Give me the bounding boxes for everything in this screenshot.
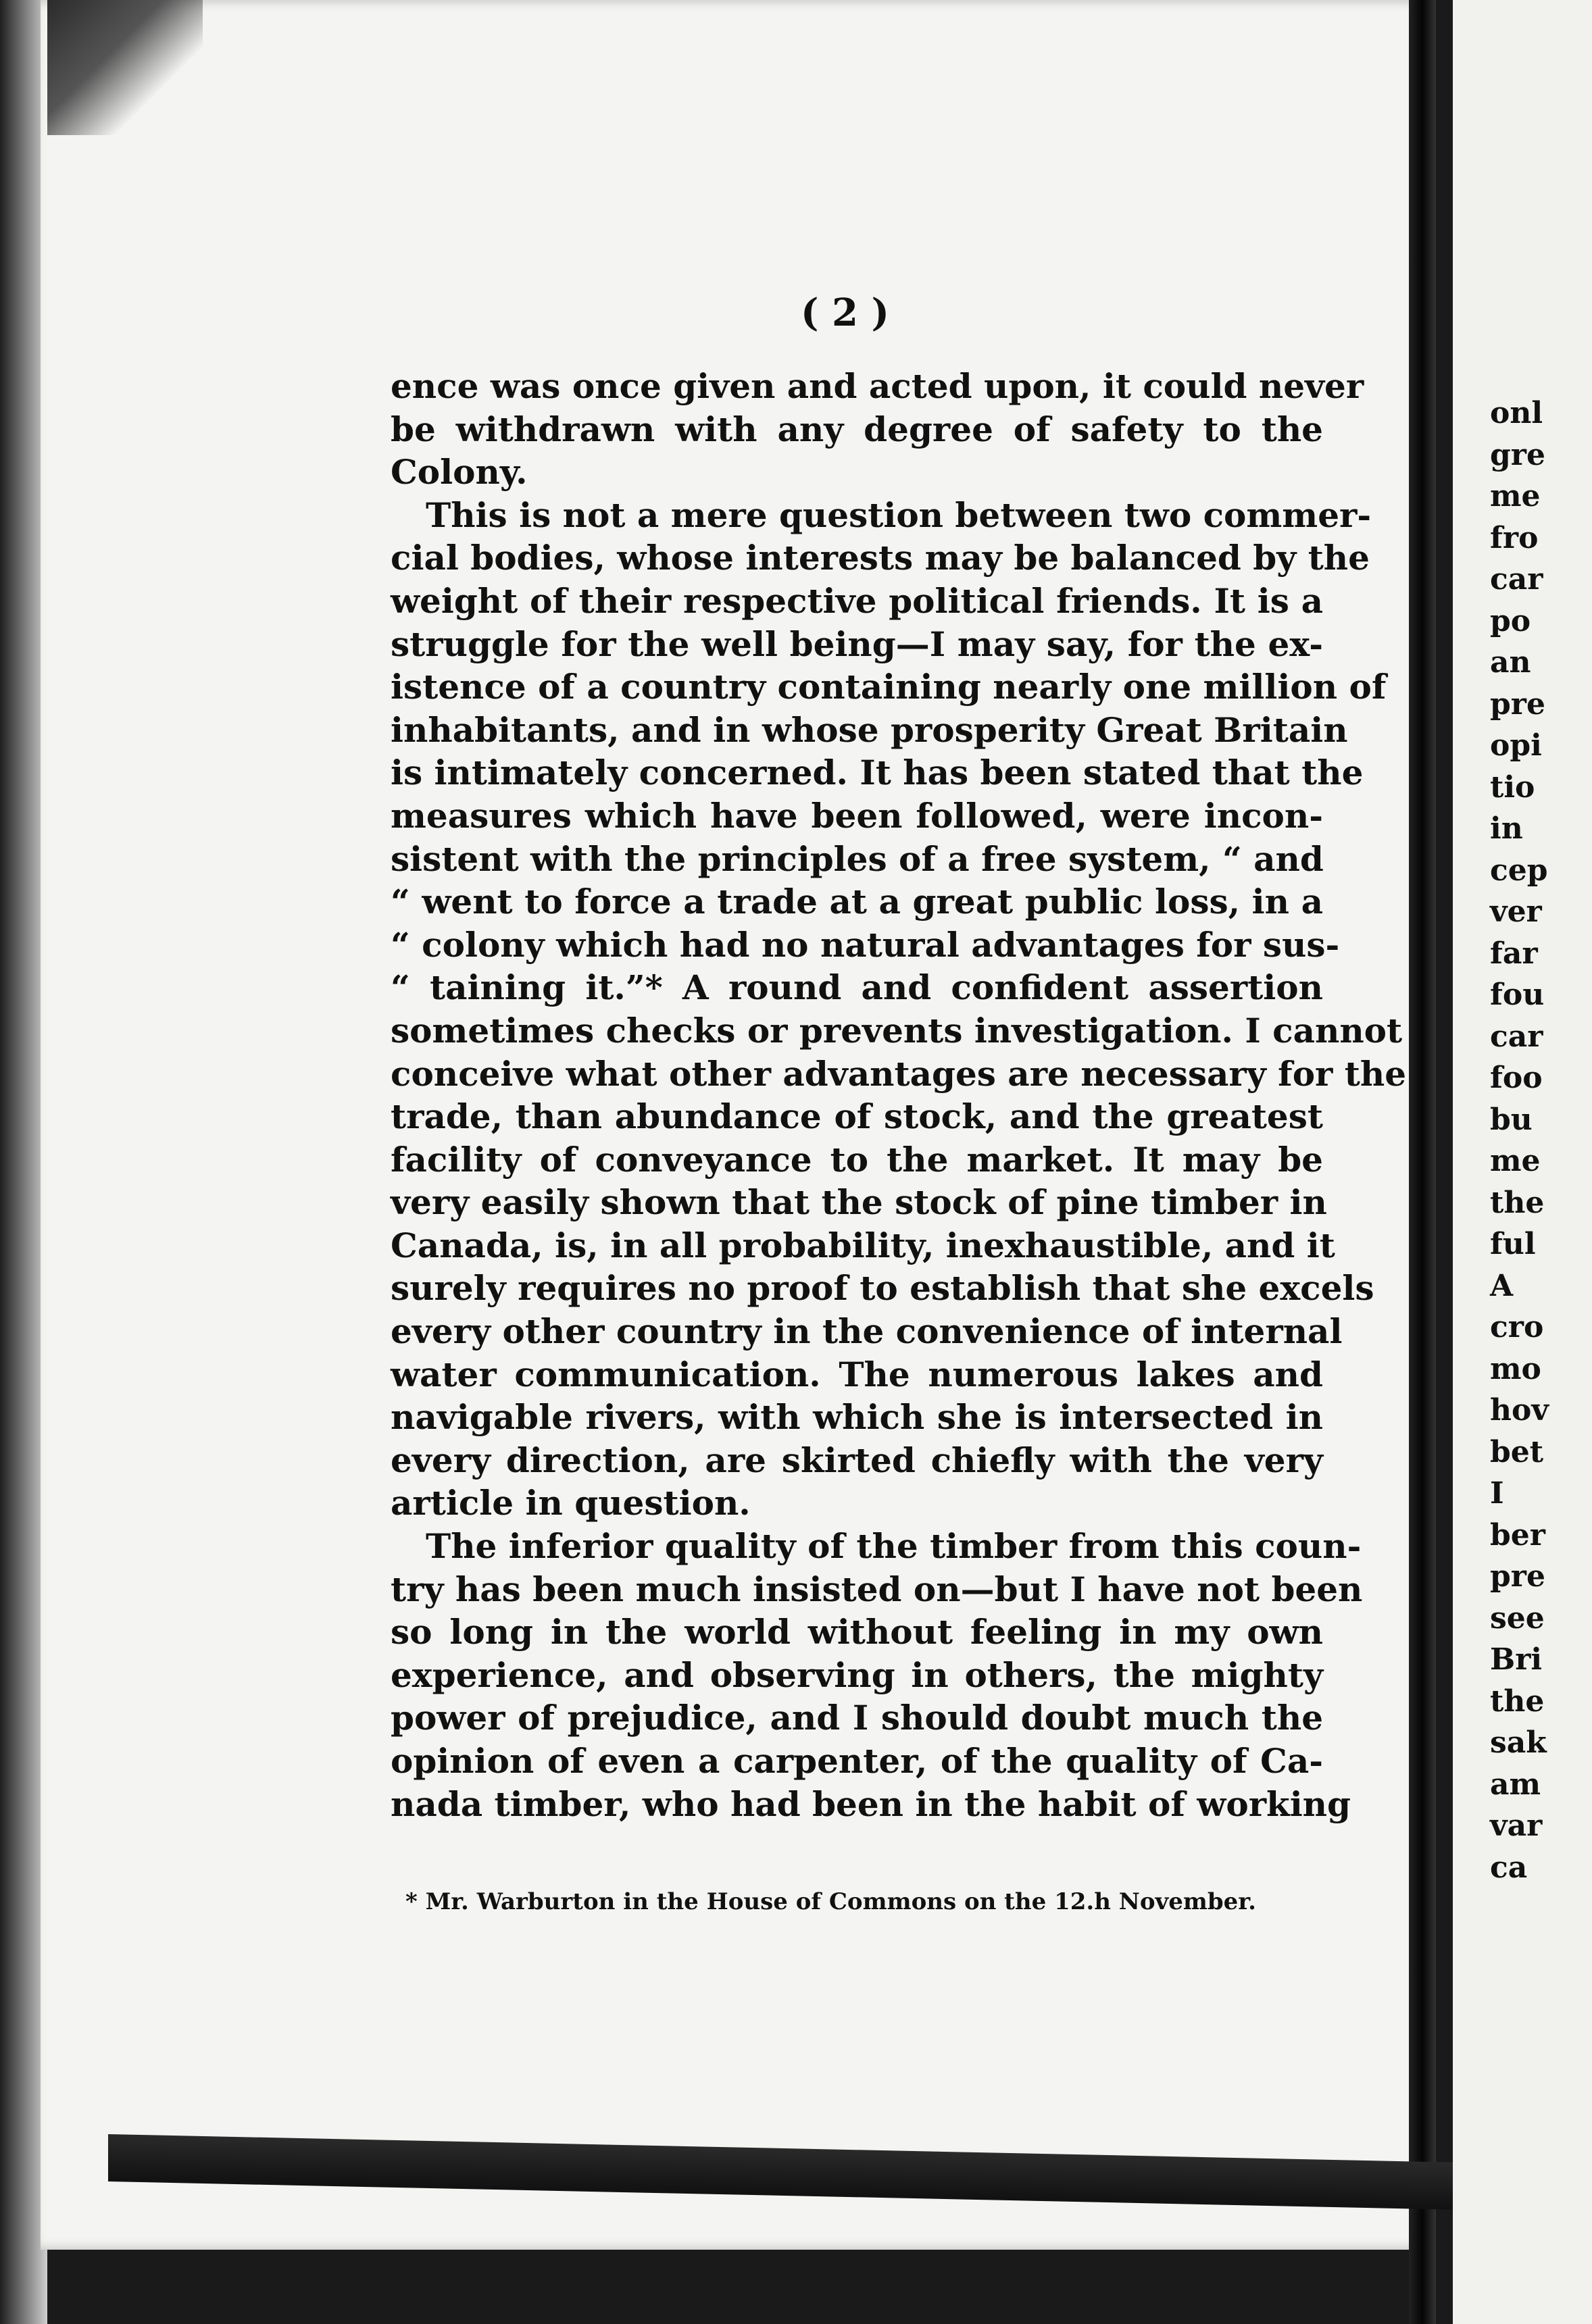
folded-corner: [47, 0, 203, 135]
adjacent-page-fragment: an: [1490, 645, 1531, 680]
adjacent-page-fragment: sak: [1490, 1725, 1547, 1760]
adjacent-page-fragment: var: [1490, 1809, 1543, 1843]
adjacent-page-fragment: cro: [1490, 1310, 1544, 1344]
text-line: struggle for the well being—I may say, for the ex-: [391, 624, 1323, 664]
text-line: opinion of even a carpenter, of the quality of Ca-: [391, 1741, 1323, 1781]
page-number: ( 2 ): [801, 290, 889, 335]
adjacent-page-fragment: ber: [1490, 1517, 1545, 1552]
text-line: very easily shown that the stock of pine timber in: [391, 1182, 1327, 1223]
text-line: conceive what other advantages are necessary for the: [391, 1053, 1407, 1094]
text-line: try has been much insisted on—but I have not been: [391, 1569, 1363, 1609]
adjacent-page-fragment: the: [1490, 1185, 1545, 1220]
text-line: so long in the world without feeling in my own: [391, 1612, 1323, 1652]
adjacent-page-fragment: bu: [1490, 1102, 1533, 1137]
text-line: This is not a mere question between two commer-: [426, 495, 1372, 535]
text-line: sistent with the principles of a free system, “ and: [391, 838, 1324, 879]
adjacent-page-fragment: car: [1490, 562, 1543, 597]
adjacent-page-fragment: gre: [1490, 437, 1545, 472]
text-line: “ went to force a trade at a great public loss, in a: [391, 882, 1323, 922]
adjacent-page-fragment: bet: [1490, 1434, 1544, 1469]
adjacent-page-fragment: me: [1490, 1144, 1541, 1178]
adjacent-page-fragment: fro: [1490, 520, 1539, 555]
text-line: Canada, is, in all probability, inexhaustible, and it: [391, 1225, 1335, 1265]
adjacent-page-fragment: fou: [1490, 978, 1545, 1012]
adjacent-page-fragment: see: [1490, 1600, 1545, 1636]
adjacent-page-fragment: hov: [1490, 1393, 1549, 1428]
page-gutter: [1409, 0, 1436, 2324]
text-line: The inferior quality of the timber from this coun-: [426, 1526, 1362, 1567]
text-line: measures which have been followed, were incon-: [391, 795, 1323, 836]
adjacent-page-fragment: cep: [1490, 853, 1548, 888]
footnote: * Mr. Warburton in the House of Commons on the 12.h November.: [405, 1888, 1256, 1915]
text-line: is intimately concerned. It has been stated that the: [391, 753, 1364, 793]
text-line: surely requires no proof to establish that she excels: [391, 1268, 1374, 1309]
adjacent-page-fragment: far: [1490, 936, 1538, 971]
adjacent-page-fragment: ver: [1490, 894, 1542, 929]
text-line: article in question.: [391, 1483, 751, 1523]
adjacent-page-fragment: mo: [1490, 1351, 1541, 1386]
text-line: every other country in the convenience of internal: [391, 1311, 1343, 1352]
adjacent-page-fragment: ful: [1490, 1227, 1536, 1261]
text-line: power of prejudice, and I should doubt much the: [391, 1698, 1323, 1738]
text-line: “ colony which had no natural advantages for sus-: [391, 924, 1340, 965]
adjacent-page-fragment: tio: [1490, 769, 1535, 805]
text-line: “ taining it.”* A round and confident assertion: [391, 967, 1323, 1008]
adjacent-page-fragment: the: [1490, 1684, 1545, 1719]
adjacent-page-fragment: car: [1490, 1019, 1543, 1054]
adjacent-page-fragment: Bri: [1490, 1642, 1543, 1677]
adjacent-page-fragment: in: [1490, 811, 1523, 846]
text-line: sometimes checks or prevents investigation. I cannot: [391, 1010, 1403, 1051]
text-line: ence was once given and acted upon, it could never: [391, 366, 1364, 406]
text-line: every direction, are skirted chiefly with the very: [391, 1440, 1323, 1480]
adjacent-page-fragment: opi: [1490, 728, 1542, 763]
adjacent-page-fragment: A: [1490, 1268, 1514, 1303]
text-line: facility of conveyance to the market. It may be: [391, 1139, 1323, 1180]
adjacent-page-fragment: I: [1490, 1476, 1504, 1511]
body-text: [391, 365, 1407, 1825]
text-line: water communication. The numerous lakes and: [391, 1354, 1323, 1394]
text-line: cial bodies, whose interests may be balanced by the: [391, 538, 1370, 578]
text-line: experience, and observing in others, the mighty: [391, 1654, 1323, 1695]
adjacent-page-fragment: foo: [1490, 1061, 1543, 1095]
adjacent-page-fragment: pre: [1490, 1559, 1545, 1594]
adjacent-page-fragment: me: [1490, 479, 1541, 513]
adjacent-page-fragment: po: [1490, 603, 1531, 638]
text-line: inhabitants, and in whose prosperity Great Britain: [391, 709, 1348, 750]
adjacent-page-fragment: ca: [1490, 1850, 1528, 1885]
adjacent-page-fragment: onl: [1490, 396, 1543, 430]
text-line: be withdrawn with any degree of safety to the: [391, 409, 1323, 449]
text-line: Colony.: [391, 452, 528, 492]
adjacent-page-fragment: pre: [1490, 686, 1545, 722]
text-line: navigable rivers, with which she is intersected in: [391, 1397, 1323, 1438]
text-line: trade, than abundance of stock, and the greatest: [391, 1096, 1323, 1137]
text-line: weight of their respective political friends. It is a: [391, 580, 1323, 621]
text-line: nada timber, who had been in the habit of working: [391, 1784, 1351, 1824]
text-line: istence of a country containing nearly one million of: [391, 667, 1387, 707]
adjacent-page-fragment: am: [1490, 1767, 1541, 1802]
adjacent-page: [1453, 0, 1592, 2324]
